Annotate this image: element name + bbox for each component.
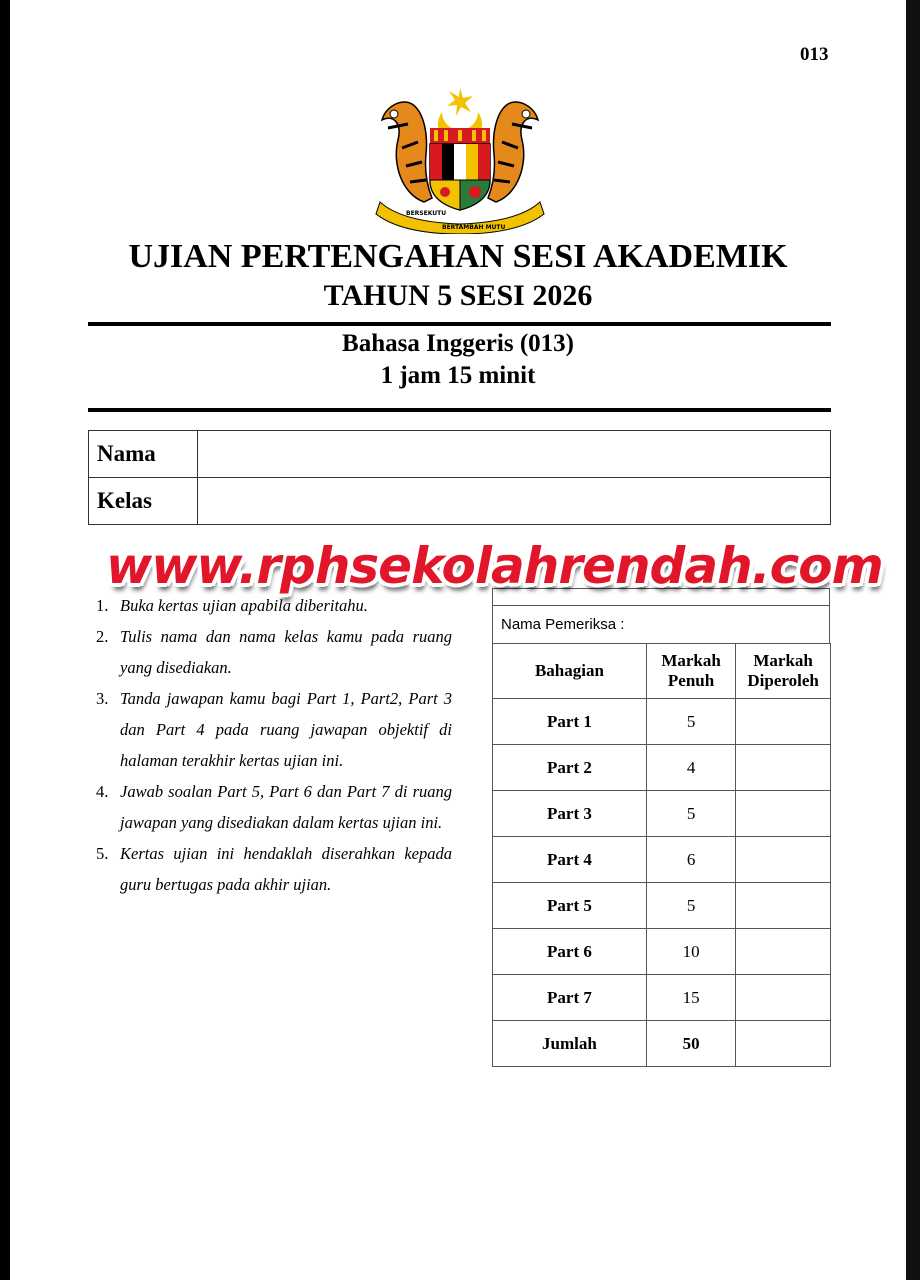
right-tiger xyxy=(488,102,538,202)
exam-cover-page xyxy=(10,0,906,1280)
exam-title: UJIAN PERTENGAHAN SESI AKADEMIK xyxy=(128,238,788,275)
marks-table xyxy=(492,643,831,1067)
crest-banner-left: BERSEKUTU xyxy=(406,210,447,217)
left-tiger xyxy=(382,102,432,202)
right-edge xyxy=(906,0,920,1280)
list-item: 5. Kertas ujian ini hendaklah diserahkan kepada guru bertugas pada akhir ujian. xyxy=(96,844,452,894)
header-markah-diperoleh: Markah Diperoleh xyxy=(736,644,831,699)
list-item: 3. Tanda jawapan kamu bagi Part 1, Part2, Part 3 dan Part 4 pada ruang jawapan objektif di halaman terakhir kertas ujian ini. xyxy=(96,689,452,770)
class-field[interactable] xyxy=(198,478,831,525)
crest-banner-center: BERTAMBAH MUTU xyxy=(442,224,506,231)
table-row: Part 4 6 xyxy=(493,837,831,883)
duration: 1 jam 15 minit xyxy=(380,362,536,389)
list-item: 4. Jawab soalan Part 5, Part 6 dan Part 7 di ruang jawapan yang disediakan dalam kertas ujian ini. xyxy=(96,782,452,832)
list-item: 2. Tulis nama dan nama kelas kamu pada ruang yang disediakan. xyxy=(96,627,452,677)
marks-header-row xyxy=(493,644,831,699)
obtained-cell[interactable] xyxy=(736,745,831,791)
table-row: Part 5 5 xyxy=(493,883,831,929)
divider-bottom xyxy=(88,408,831,412)
paper-code: 013 xyxy=(800,44,829,65)
obtained-cell[interactable] xyxy=(736,975,831,1021)
name-label: Nama xyxy=(89,431,198,478)
obtained-cell[interactable] xyxy=(736,699,831,745)
watermark-url: www.rphsekolahrendah.com xyxy=(106,537,883,595)
total-obtained-cell[interactable] xyxy=(736,1021,831,1067)
examiner-label: Nama Pemeriksa : xyxy=(492,605,830,643)
obtained-cell[interactable] xyxy=(736,837,831,883)
table-row: Part 1 5 xyxy=(493,699,831,745)
class-row xyxy=(89,478,831,525)
subject: Bahasa Inggeris (013) xyxy=(342,330,574,357)
header-markah-penuh: Markah Penuh xyxy=(646,644,735,699)
table-row: Part 3 5 xyxy=(493,791,831,837)
class-label: Kelas xyxy=(89,478,198,525)
table-row: Part 2 4 xyxy=(493,745,831,791)
table-row: Part 7 15 xyxy=(493,975,831,1021)
header-bahagian: Bahagian xyxy=(493,644,647,699)
exam-year: TAHUN 5 SESI 2026 xyxy=(323,279,593,312)
student-id-table xyxy=(88,430,831,525)
total-row: Jumlah 50 xyxy=(493,1021,831,1067)
left-edge xyxy=(0,0,10,1280)
instruction-list xyxy=(96,590,452,900)
name-row xyxy=(89,431,831,478)
obtained-cell[interactable] xyxy=(736,929,831,975)
list-item: 1. Buka kertas ujian apabila diberitahu. xyxy=(96,596,368,615)
name-field[interactable] xyxy=(198,431,831,478)
divider-top xyxy=(88,322,831,326)
obtained-cell[interactable] xyxy=(736,883,831,929)
malaysia-coat-of-arms-icon xyxy=(372,84,548,234)
obtained-cell[interactable] xyxy=(736,791,831,837)
table-row: Part 6 10 xyxy=(493,929,831,975)
